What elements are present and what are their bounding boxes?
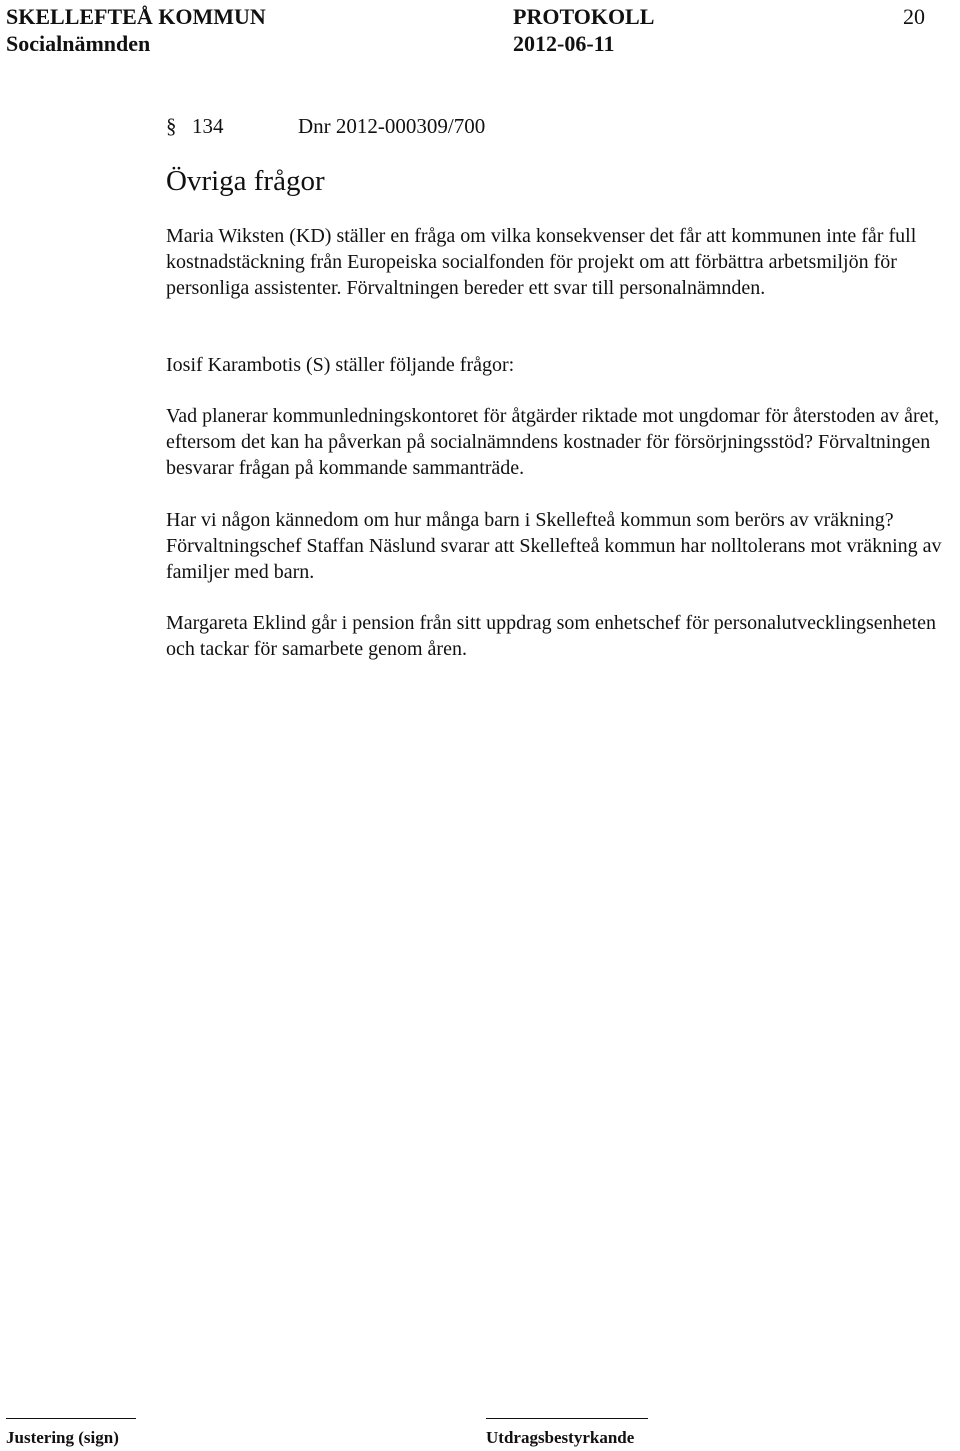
section-line <box>166 112 485 140</box>
paragraph-question-eviction: Har vi någon kännedom om hur många barn i Skellefteå kommun som berörs av vräkning? Förvaltningschef Staffan Näslund svarar att Skellefteå kommun har nolltolerans mot vräkning av familjer med barn. <box>166 509 942 583</box>
organization-name: SKELLEFTEÅ KOMMUN <box>6 4 266 29</box>
extract-label: Utdragsbestyrkande <box>486 1428 635 1447</box>
signature-label: Justering (sign) <box>6 1428 119 1447</box>
page-header <box>0 0 960 60</box>
board-name: Socialnämnden <box>6 31 151 56</box>
section-number: 134 <box>192 114 224 138</box>
page-number: 20 <box>903 4 925 29</box>
signature-rule <box>6 1418 136 1419</box>
paragraph-questions-intro: Iosif Karambotis (S) ställer följande frågor: <box>166 354 515 376</box>
extract-rule <box>486 1418 648 1419</box>
paragraph-question-youth: Vad planerar kommunledningskontoret för åtgärder riktade mot ungdomar för återstoden av året, eftersom det kan ha påverkan på socialnämndens kostnader för försörjningsstöd? Förvaltningen besvarar frågan på kommande sammanträde. <box>166 405 940 479</box>
section-symbol: § <box>166 114 177 138</box>
document-type: PROTOKOLL <box>513 4 655 29</box>
page-footer <box>0 1418 960 1451</box>
meeting-date: 2012-06-11 <box>513 31 615 56</box>
paragraph-question-kd: Maria Wiksten (KD) ställer en fråga om vilka konsekvenser det får att kommunen inte får full kostnadstäckning från Europeiska socialfonden för projekt om att förbättra arbetsmiljön för personliga assistenter. Förvaltningen bereder ett svar till personalnämnden. <box>166 225 917 299</box>
dnr-reference: Dnr 2012-000309/700 <box>298 114 486 138</box>
paragraph-retirement: Margareta Eklind går i pension från sitt uppdrag som enhetschef för personalutvecklingsenheten och tackar för samarbete genom åren. <box>166 612 936 660</box>
section-title: Övriga frågor <box>166 165 325 197</box>
